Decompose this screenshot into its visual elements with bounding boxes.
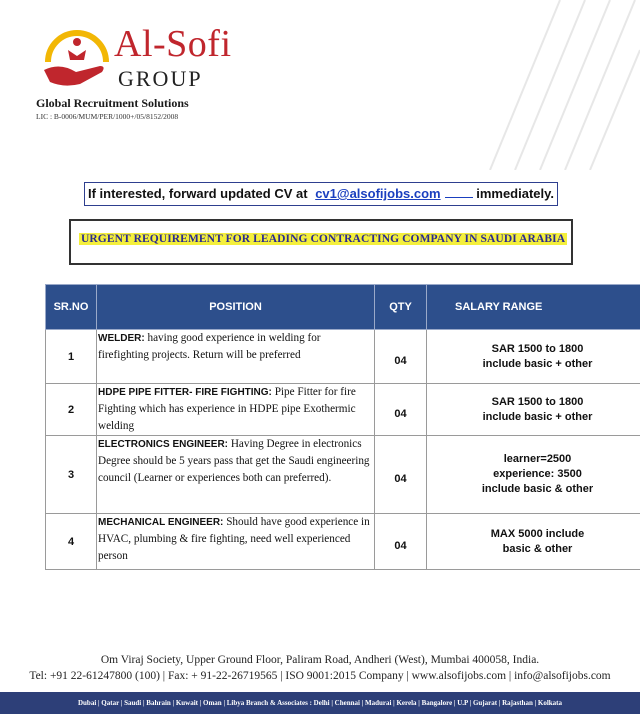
- urgent-banner: [69, 219, 573, 265]
- position-desc: Should have good experience in HVAC, plumbing & fire fighting, need well experienced person: [98, 516, 370, 562]
- row-sr: 3: [46, 436, 97, 514]
- background-watermark: [470, 0, 640, 170]
- footer-branches-bar: Dubai | Qatar | Saudi | Bahrain | Kuwait | Oman | Libya Branch & Associates : Delhi | Chennai | Madurai | Kerela | Bangalore | U.P | Gujarat | Rajasthan | Kolkata: [0, 692, 640, 714]
- position-desc: Pipe Fitter for fire Fighting which has experience in HDPE pipe Exothermic welding: [98, 386, 356, 432]
- row-position: [97, 330, 375, 384]
- license-number: LIC : B-0006/MUM/PER/1000+/05/8152/2008: [36, 112, 179, 121]
- row-qty: 04: [375, 514, 427, 570]
- salary-line: experience: 3500: [493, 468, 582, 480]
- table-row: [46, 330, 640, 384]
- urgent-title: URGENT REQUIREMENT FOR LEADING CONTRACTING COMPANY IN SAUDI ARABIA: [81, 233, 566, 245]
- row-position: [97, 436, 375, 514]
- row-qty: 04: [375, 436, 427, 514]
- position-title: MECHANICAL ENGINEER:: [98, 517, 224, 528]
- position-title: ELECTRONICS ENGINEER:: [98, 439, 229, 450]
- row-salary: [427, 436, 640, 514]
- row-salary: [427, 330, 640, 384]
- table-row: [46, 514, 640, 570]
- header-salary: SALARY RANGE: [427, 285, 640, 330]
- row-sr: 2: [46, 384, 97, 436]
- row-position: [97, 384, 375, 436]
- requirements-table: [45, 284, 640, 570]
- footer-address: Om Viraj Society, Upper Ground Floor, Paliram Road, Andheri (West), Mumbai 400058, India.: [100, 654, 540, 666]
- row-sr: 1: [46, 330, 97, 384]
- row-salary: [427, 514, 640, 570]
- salary-line: SAR 1500 to 1800: [491, 342, 584, 355]
- table-row: [46, 384, 640, 436]
- brand-name: Al-Sofi: [114, 23, 232, 65]
- position-title: WELDER:: [98, 333, 145, 344]
- tagline: Global Recruitment Solutions: [36, 96, 189, 110]
- row-qty: 04: [375, 384, 427, 436]
- row-sr: 4: [46, 514, 97, 570]
- salary-line: learner=2500: [503, 453, 572, 465]
- header-position: POSITION: [97, 285, 375, 330]
- table-header-row: [46, 285, 640, 330]
- table-row: [46, 436, 640, 514]
- cv-email-link[interactable]: cv1@alsofijobs.com: [315, 186, 441, 201]
- logo-emblem-icon: [40, 26, 114, 90]
- row-salary: [427, 384, 640, 436]
- salary-line: MAX 5000 include: [490, 527, 585, 540]
- brand-group: GROUP: [118, 66, 203, 91]
- salary-line: include basic + other: [482, 410, 593, 423]
- row-qty: 04: [375, 330, 427, 384]
- header-qty: QTY: [375, 285, 427, 330]
- header-sr: SR.NO: [46, 285, 97, 330]
- salary-line: basic & other: [502, 542, 573, 555]
- position-desc: Having Degree in electronics Degree should be 5 years pass that get the Saudi engineering council (Learner or experiences both can preferred).: [98, 438, 370, 484]
- row-position: [97, 514, 375, 570]
- cv-notice-prefix: If interested, forward updated CV at: [87, 186, 308, 201]
- position-desc: having good experience in welding for firefighting projects. Return will be preferred: [98, 332, 321, 361]
- salary-line: include basic + other: [482, 357, 593, 370]
- cv-notice-suffix: immediately.: [476, 186, 555, 201]
- salary-line: include basic & other: [481, 483, 594, 495]
- position-title: HDPE PIPE FITTER- FIRE FIGHTING:: [98, 387, 272, 398]
- salary-line: SAR 1500 to 1800: [491, 395, 584, 408]
- email-underline: [445, 186, 473, 198]
- cv-notice: [84, 182, 558, 206]
- footer-contact: Tel: +91 22-61247800 (100) | Fax: + 91-22-26719565 | ISO 9001:2015 Company | www.alsofijobs.com | info@alsofijobs.com: [29, 670, 611, 682]
